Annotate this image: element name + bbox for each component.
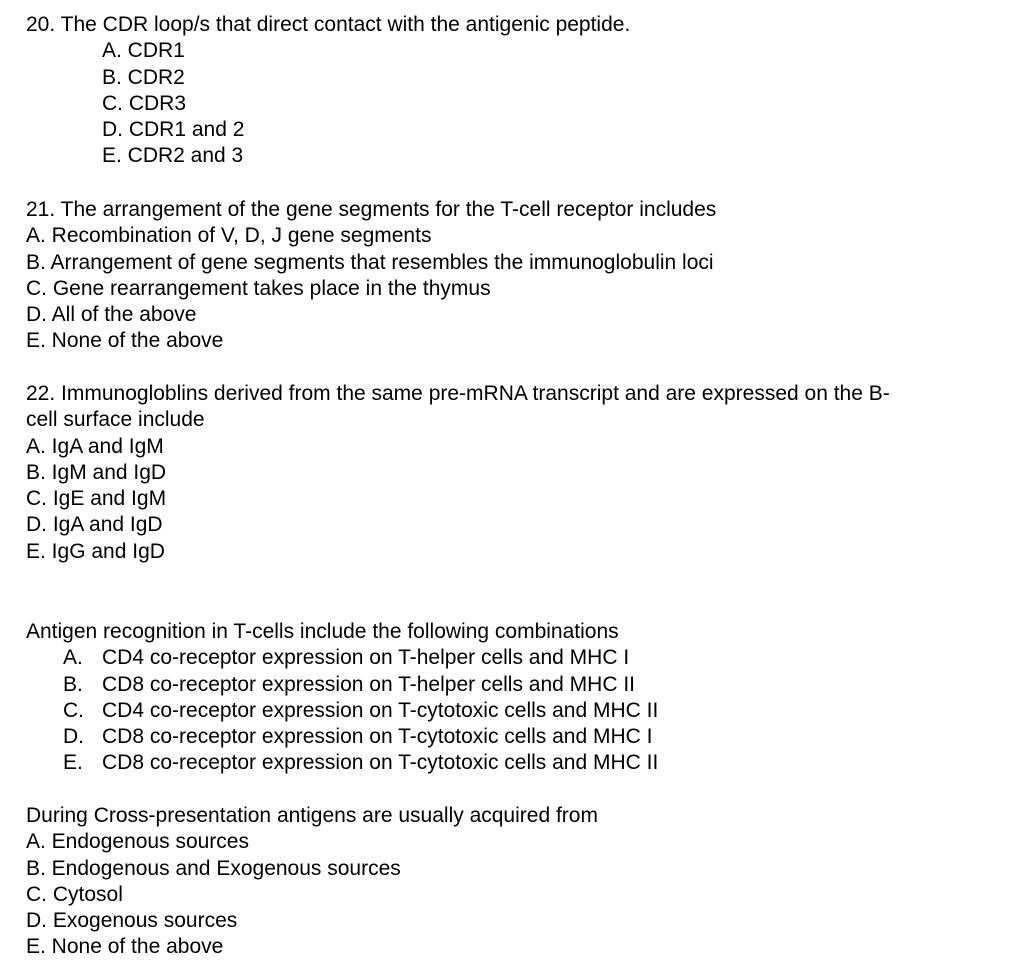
answer-option-e: E. None of the above [26,935,224,959]
answer-option-c: C. IgE and IgM [26,487,167,511]
answer-option-a: A. IgA and IgM [26,434,164,458]
question-22 [26,381,986,565]
option-text: CD4 co-receptor expression on T-cytotoxic cells and MHC II [102,698,659,722]
option-letter: D. [63,725,84,749]
option-text: CD8 co-receptor expression on T-cytotoxic cells and MHC II [102,751,659,775]
answer-option-b: B. CDR2 [102,65,185,89]
answer-option-a: A. Recombination of V, D, J gene segments [26,224,432,248]
answer-option-a [26,645,986,671]
answer-option-a: A. Endogenous sources [26,830,249,854]
question-stem: 21. The arrangement of the gene segments for the T-cell receptor includes [26,198,717,221]
answer-option-d: D. IgA and IgD [26,513,163,537]
answer-option-d: D. Exogenous sources [26,909,238,933]
answer-option-d [26,724,986,750]
option-text: CD8 co-receptor expression on T-cytotoxic cells and MHC I [102,725,653,749]
answer-option-b [26,672,986,698]
question-stem: 20. The CDR loop/s that direct contact with the antigenic peptide. [26,13,631,36]
answer-option-e: E. CDR2 and 3 [102,144,244,168]
question-stem-line-2: cell surface include [26,408,205,432]
question-stem: During Cross-presentation antigens are usually acquired from [26,804,598,827]
question-stem-line-1: 22. Immunogloblins derived from the same pre-mRNA transcript and are expressed on the B- [26,382,890,405]
answer-option-c: C. Cytosol [26,882,123,906]
option-text: CD8 co-receptor expression on T-helper cells and MHC II [102,672,636,696]
answer-option-d: D. All of the above [26,303,197,327]
answer-option-e: E. None of the above [26,329,224,353]
option-letter: B. [63,672,83,696]
question-antigen-recognition [26,619,986,777]
answer-option-e [26,750,986,776]
answer-option-c: C. Gene rearrangement takes place in the thymus [26,276,491,300]
answer-option-c [26,698,986,724]
option-text: CD4 co-receptor expression on T-helper cells and MHC I [102,646,630,670]
question-20 [26,12,986,170]
option-letter: E. [63,751,83,775]
option-letter: A. [63,646,83,670]
option-letter: C. [63,698,84,722]
question-cross-presentation [26,803,986,961]
answer-option-a: A. CDR1 [102,39,185,63]
answer-option-b: B. IgM and IgD [26,460,167,484]
question-stem: Antigen recognition in T-cells include the following combinations [26,620,619,643]
answer-option-d: D. CDR1 and 2 [102,118,245,142]
answer-option-b: B. Arrangement of gene segments that resembles the immunoglobulin loci [26,250,714,274]
answer-option-b: B. Endogenous and Exogenous sources [26,856,401,880]
question-21 [26,197,986,355]
answer-option-e: E. IgG and IgD [26,539,165,563]
answer-option-c: C. CDR3 [102,91,187,115]
